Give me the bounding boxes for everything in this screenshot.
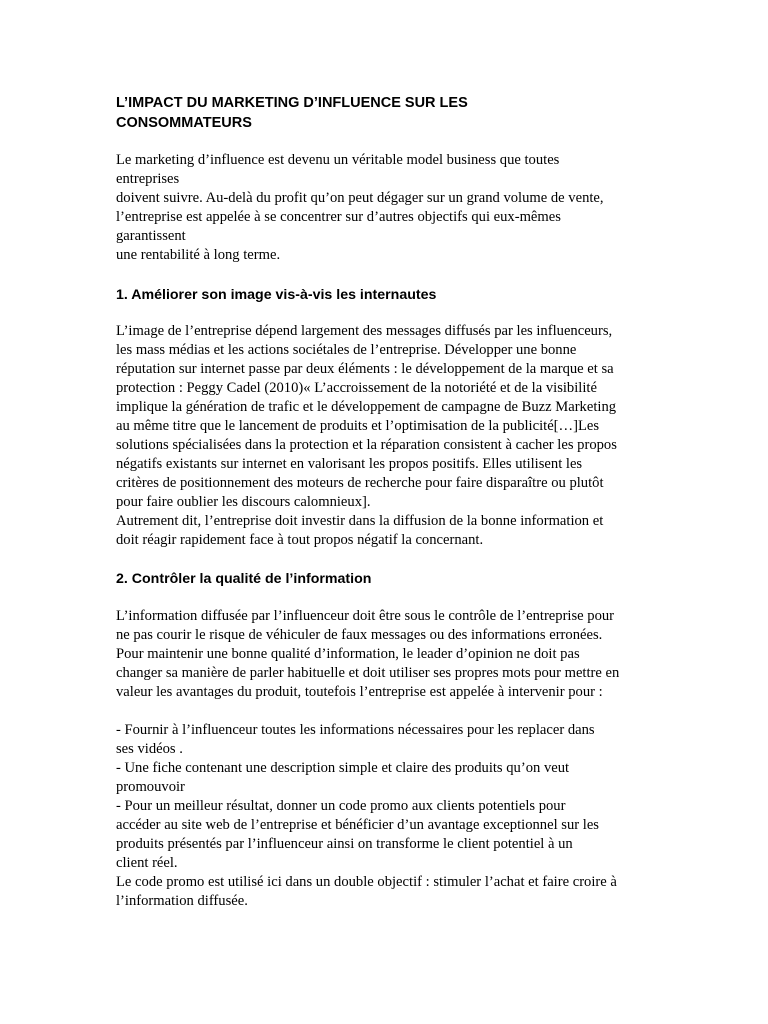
text-line: Autrement dit, l’entreprise doit investir dans la diffusion de la bonne information et [116,513,604,529]
text-line: une rentabilité à long terme. [116,247,281,263]
list-item: accéder au site web de l’entreprise et bénéficier d’un avantage exceptionnel sur les [116,817,599,833]
text-line: pour faire oublier les discours calomnieux]. [116,494,371,510]
text-line: l’entreprise est appelée à se concentrer sur d’autres objectifs qui eux-mêmes [116,209,561,225]
list-item: client réel. [116,855,178,871]
text-line: ne pas courir le risque de véhiculer de faux messages ou des informations erronées. [116,627,603,643]
list-item: promouvoir [116,779,185,795]
text-line: doivent suivre. Au-delà du profit qu’on peut dégager sur un grand volume de vente, [116,190,604,206]
text-line: négatifs existants sur internet en valorisant les propos positifs. Elles utilisent les [116,456,583,472]
text-line: l’information diffusée. [116,893,248,909]
text-line: implique la génération de trafic et le développement de campagne de Buzz Marketing [116,399,617,415]
text-line: changer sa manière de parler habituelle et doit utiliser ses propres mots pour mettre en [116,665,620,681]
text-line: L’information diffusée par l’influenceur doit être sous le contrôle de l’entreprise pour [116,608,615,624]
list-item: - Une fiche contenant une description simple et claire des produits qu’on veut [116,760,570,776]
text-line: solutions spécialisées dans la protection et la réparation consistent à cacher les propos [116,437,617,453]
text-line: L’image de l’entreprise dépend largement des messages diffusés par les influenceurs, [116,323,613,339]
text-line: réputation sur internet passe par deux éléments : le développement de la marque et sa [116,361,614,377]
text-line: Le code promo est utilisé ici dans un double objectif : stimuler l’achat et faire croire à [116,874,617,890]
text-line: garantissent [116,228,186,244]
text-line: entreprises [116,171,180,187]
page-title [116,93,676,133]
text-line: Pour maintenir une bonne qualité d’information, le leader d’opinion ne doit pas [116,646,580,662]
section-heading: 1. Améliorer son image vis-à-vis les internautes [116,287,437,303]
text-line: critères de positionnement des moteurs de recherche pour faire disparaître ou plutôt [116,475,604,491]
text-line: Le marketing d’influence est devenu un véritable model business que toutes [116,152,560,168]
text-line: au même titre que le lancement de produits et l’optimisation de la publicité[…]Les [116,418,600,434]
text-line: valeur les avantages du produit, toutefois l’entreprise est appelée à intervenir pour : [116,684,603,700]
list-item: - Pour un meilleur résultat, donner un code promo aux clients potentiels pour [116,798,566,814]
text-line: doit réagir rapidement face à tout propos négatif la concernant. [116,532,484,548]
list-item: ses vidéos . [116,741,183,757]
list-item: produits présentés par l’influenceur ainsi on transforme le client potentiel à un [116,836,573,852]
text-line: protection : Peggy Cadel (2010)« L’accroissement de la notoriété et de la visibilité [116,380,597,396]
list-item: - Fournir à l’influenceur toutes les informations nécessaires pour les replacer dans [116,722,595,738]
title-line: L’IMPACT DU MARKETING D’INFLUENCE SUR LES [116,95,468,111]
section-heading: 2. Contrôler la qualité de l’information [116,571,372,587]
title-line: CONSOMMATEURS [116,115,252,131]
text-line: les mass médias et les actions sociétales de l’entreprise. Développer une bonne [116,342,577,358]
